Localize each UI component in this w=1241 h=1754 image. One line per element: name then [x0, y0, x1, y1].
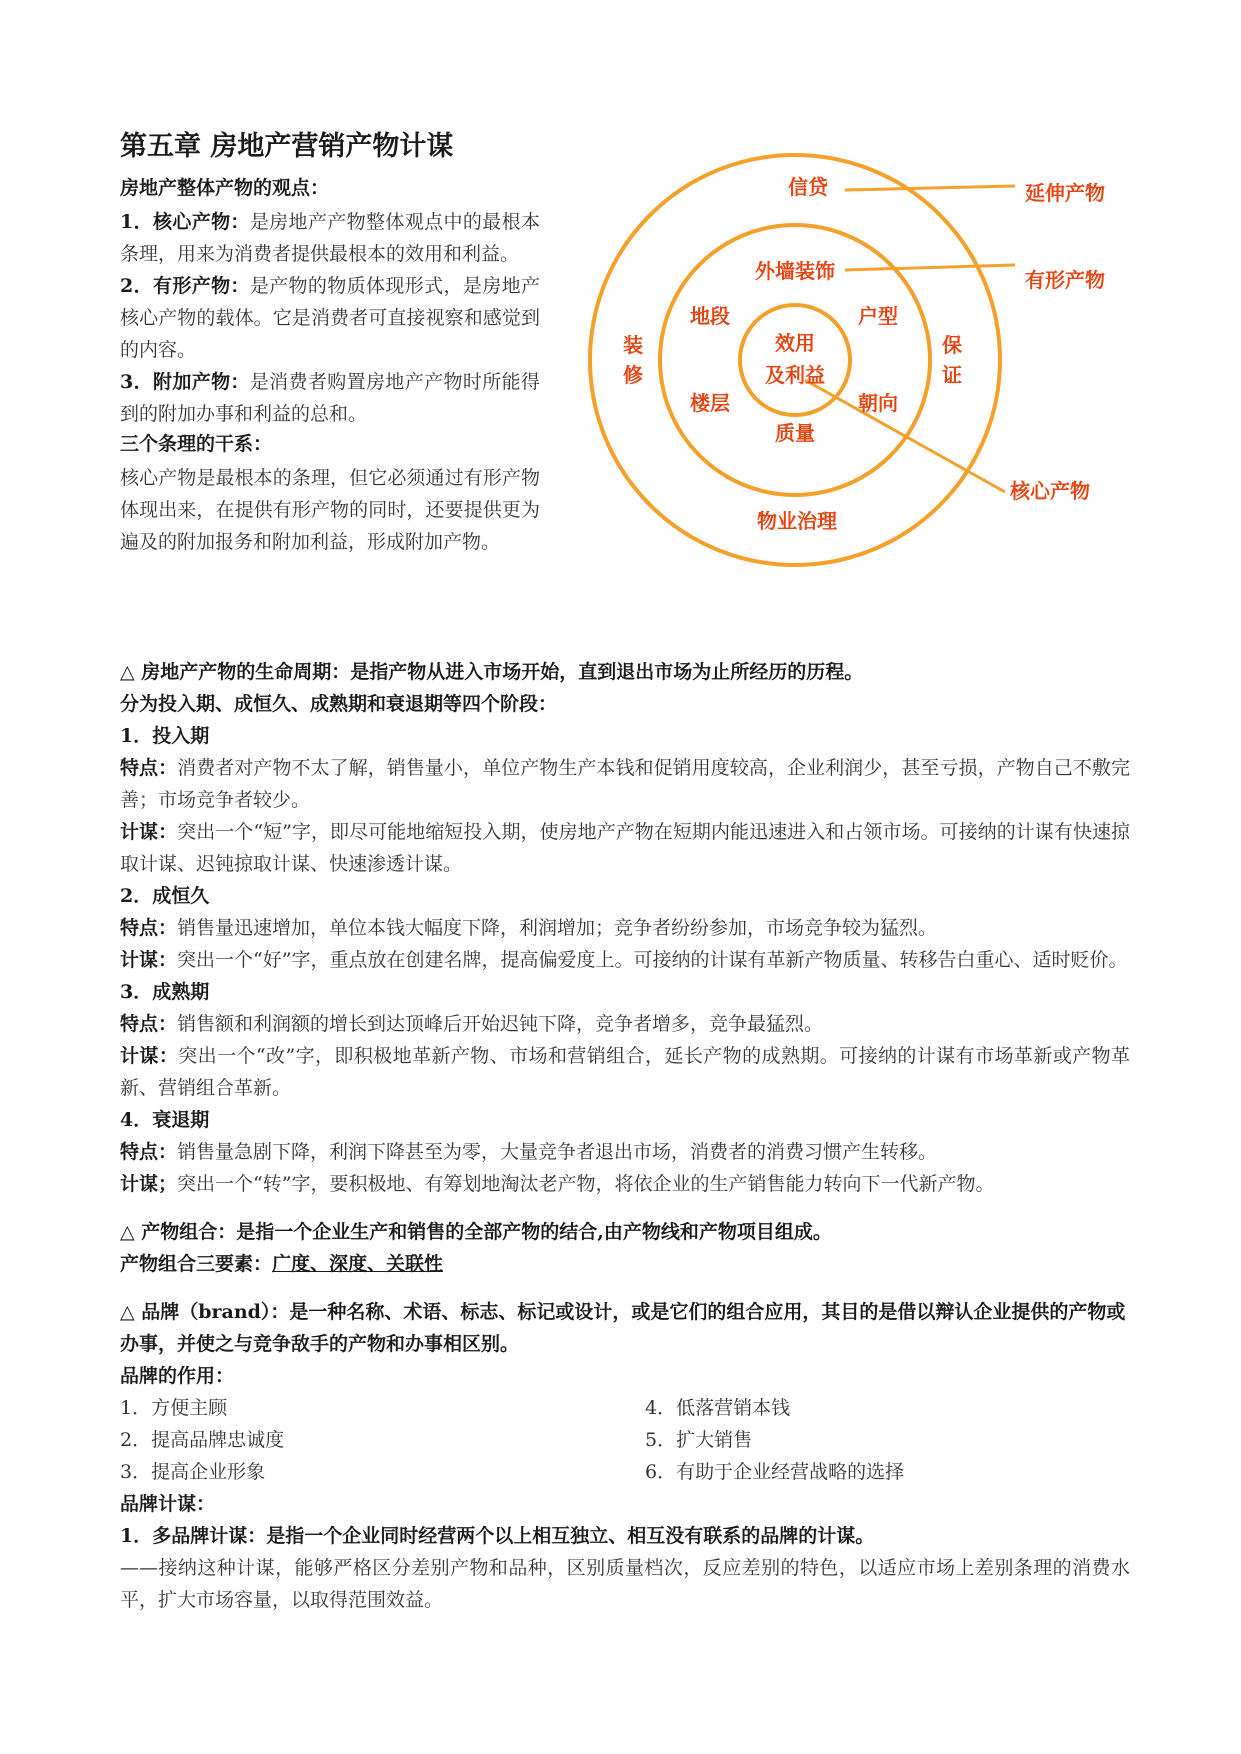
intro-item-label: 3．附加产物： [120, 371, 250, 393]
outer-ring-left-label-1: 装 [623, 335, 643, 357]
brand-role-item: 6．有助于企业经营战略的选择 [645, 1461, 905, 1483]
outer-ring-right-label-2: 证 [942, 365, 962, 387]
product-levels-diagram [540, 120, 1140, 620]
strategy-label: 计谋： [120, 1045, 179, 1067]
intro-heading: 房地产整体产物的观点： [120, 177, 330, 199]
trait-text: 消费者对产物不太了解，销售量小，单位产物生产本钱和促销用度较高，企业利润少，甚至亏损，产物自己不敷完善；市场竞争者较少。 [120, 757, 1130, 811]
callout-line-core [805, 380, 1005, 492]
trait-label: 特点： [120, 757, 178, 779]
middle-ring-label: 楼层 [690, 393, 730, 415]
brand-section [120, 1296, 1130, 1616]
relation-text: 核心产物是最根本的条理，但它必须通过有形产物体现出来，在提供有形产物的同时，还要提供更为遍及的附加报务和附加利益，形成附加产物。 [120, 467, 540, 553]
brand-heading: △ 品牌（brand）：是一种名称、术语、标志、标记或设计，或是它们的组合应用，其目的是借以辩认企业提供的产物或办事，并使之与竞争敌手的产物和办事相区别。 [120, 1301, 1126, 1355]
concentric-circles-svg [540, 120, 1140, 620]
lifecycle-section [120, 656, 1130, 1200]
outer-ring-right-label-1: 保 [942, 335, 962, 357]
stage-strategy [120, 1040, 1130, 1104]
lifecycle-heading: △ 房地产产物的生命周期：是指产物从进入市场开始，直到退出市场为止所经历的历程。 [120, 661, 864, 683]
brand-role-item: 3．提高企业形象 [120, 1461, 266, 1483]
document-page [120, 130, 1130, 1616]
page-title: 第五章 房地产营销产物计谋 [120, 131, 454, 162]
brand-roles-heading: 品牌的作用： [120, 1365, 235, 1387]
strategy-label: 计谋； [120, 1173, 178, 1195]
intro-item-label: 1．核心产物： [120, 211, 250, 233]
stage-strategy [120, 944, 1130, 976]
callout-label-core: 核心产物 [1010, 481, 1090, 503]
middle-ring-label: 户型 [858, 306, 898, 328]
trait-label: 特点： [120, 1141, 178, 1163]
intro-item-text: 是产物的物质体现形式，是房地产核心产物的载体。它是消费者可直接视察和感觉到的内容。 [120, 275, 540, 361]
intro-column [120, 130, 540, 558]
brand-role-item: 1．方便主顾 [120, 1397, 228, 1419]
center-label-line1: 效用 [775, 333, 815, 355]
top-section [120, 130, 1130, 650]
brand-strategy-heading: 品牌计谋： [120, 1493, 216, 1515]
lifecycle-subheading: 分为投入期、成恒久、成熟期和衰退期等四个阶段： [120, 693, 558, 715]
callout-label-extended: 延伸产物 [1025, 183, 1105, 205]
brand-role-item: 4．低落营销本钱 [645, 1397, 791, 1419]
callout-line-tangible [845, 265, 1015, 270]
stage-strategy [120, 816, 1130, 880]
outer-ring-bottom-label: 物业治理 [757, 511, 837, 533]
stage-trait [120, 752, 1130, 816]
relation-heading: 三个条理的干系： [120, 433, 273, 455]
strategy-label: 计谋： [120, 949, 178, 971]
portfolio-elements-label: 产物组合三要素： [120, 1253, 273, 1275]
trait-text: 销售量迅速增加，单位本钱大幅度下降，利润增加；竞争者纷纷参加，市场竞争较为猛烈。 [177, 917, 938, 939]
brand-roles-list [120, 1392, 1130, 1488]
stage-strategy [120, 1168, 1130, 1200]
stage-name: 2．成恒久 [120, 885, 210, 907]
intro-item-text: 是消费者购置房地产产物时所能得到的附加办事和利益的总和。 [120, 371, 540, 425]
middle-ring-label: 外墙装饰 [755, 261, 835, 283]
strategy-text: 突出一个“转”字，要积极地、有筹划地淘汰老产物，将依企业的生产销售能力转向下一代新产物。 [177, 1173, 995, 1195]
strategy-label: 计谋： [120, 821, 178, 843]
intro-item-core [120, 206, 540, 270]
strategy-text: 突出一个“短”字，即尽可能地缩短投入期，使房地产产物在短期内能迅速进入和占领市场。可接纳的计谋有快速掠取计谋、迟钝掠取计谋、快速渗透计谋。 [120, 821, 1130, 875]
portfolio-section [120, 1216, 1130, 1280]
strategy-text: 突出一个“好”字，重点放在创建名牌，提高偏爱度上。可接纳的计谋有革新产物质量、转移告白重心、适时贬价。 [177, 949, 1128, 971]
trait-text: 销售额和利润额的增长到达顶峰后开始迟钝下降，竞争者增多，竞争最猛烈。 [177, 1013, 824, 1035]
stage-name: 3．成熟期 [120, 981, 210, 1003]
callout-label-tangible: 有形产物 [1025, 270, 1105, 292]
middle-ring-label: 质量 [775, 423, 815, 445]
inner-ring [740, 305, 850, 415]
stage-trait [120, 912, 1130, 944]
portfolio-elements-value: 广度、深度、关联性 [272, 1253, 444, 1275]
middle-ring-label: 地段 [690, 306, 730, 328]
multi-brand-text: ——接纳这种计谋，能够严格区分差别产物和品种，区别质量档次，反应差别的特色，以适应市场上差别条理的消费水平，扩大市场容量，以取得范围效益。 [120, 1557, 1130, 1611]
stage-name: 1．投入期 [120, 725, 210, 747]
brand-role-item: 5．扩大销售 [645, 1429, 753, 1451]
stage-name: 4．衰退期 [120, 1109, 210, 1131]
outer-ring [590, 155, 1000, 565]
portfolio-heading: △ 产物组合：是指一个企业生产和销售的全部产物的结合,由产物线和产物项目组成。 [120, 1221, 832, 1243]
trait-label: 特点： [120, 1013, 178, 1035]
trait-text: 销售量急剧下降，利润下降甚至为零，大量竞争者退出市场，消费者的消费习惯产生转移。 [177, 1141, 938, 1163]
outer-ring-left-label-2: 修 [623, 365, 643, 387]
stage-trait [120, 1008, 1130, 1040]
trait-label: 特点： [120, 917, 178, 939]
intro-item-label: 2．有形产物： [120, 275, 250, 297]
strategy-text: 突出一个“改”字，即积极地革新产物、市场和营销组合，延长产物的成熟期。可接纳的计谋有市场革新或产物革新、营销组合革新。 [120, 1045, 1130, 1099]
intro-item-tangible [120, 270, 540, 366]
intro-item-text: 是房地产产物整体观点中的最根本条理，用来为消费者提供最根本的效用和利益。 [120, 211, 540, 265]
outer-ring-top-label: 信贷 [788, 177, 828, 199]
brand-role-item: 2．提高品牌忠诚度 [120, 1429, 285, 1451]
intro-item-additional [120, 366, 540, 430]
multi-brand-heading: 1．多品牌计谋：是指一个企业同时经营两个以上相互独立、相互没有联系的品牌的计谋。 [120, 1525, 875, 1547]
middle-ring-label: 朝向 [858, 393, 898, 415]
center-label-line2: 及利益 [765, 365, 825, 387]
portfolio-elements [120, 1248, 1130, 1280]
callout-line-extended [845, 186, 1015, 190]
stage-trait [120, 1136, 1130, 1168]
